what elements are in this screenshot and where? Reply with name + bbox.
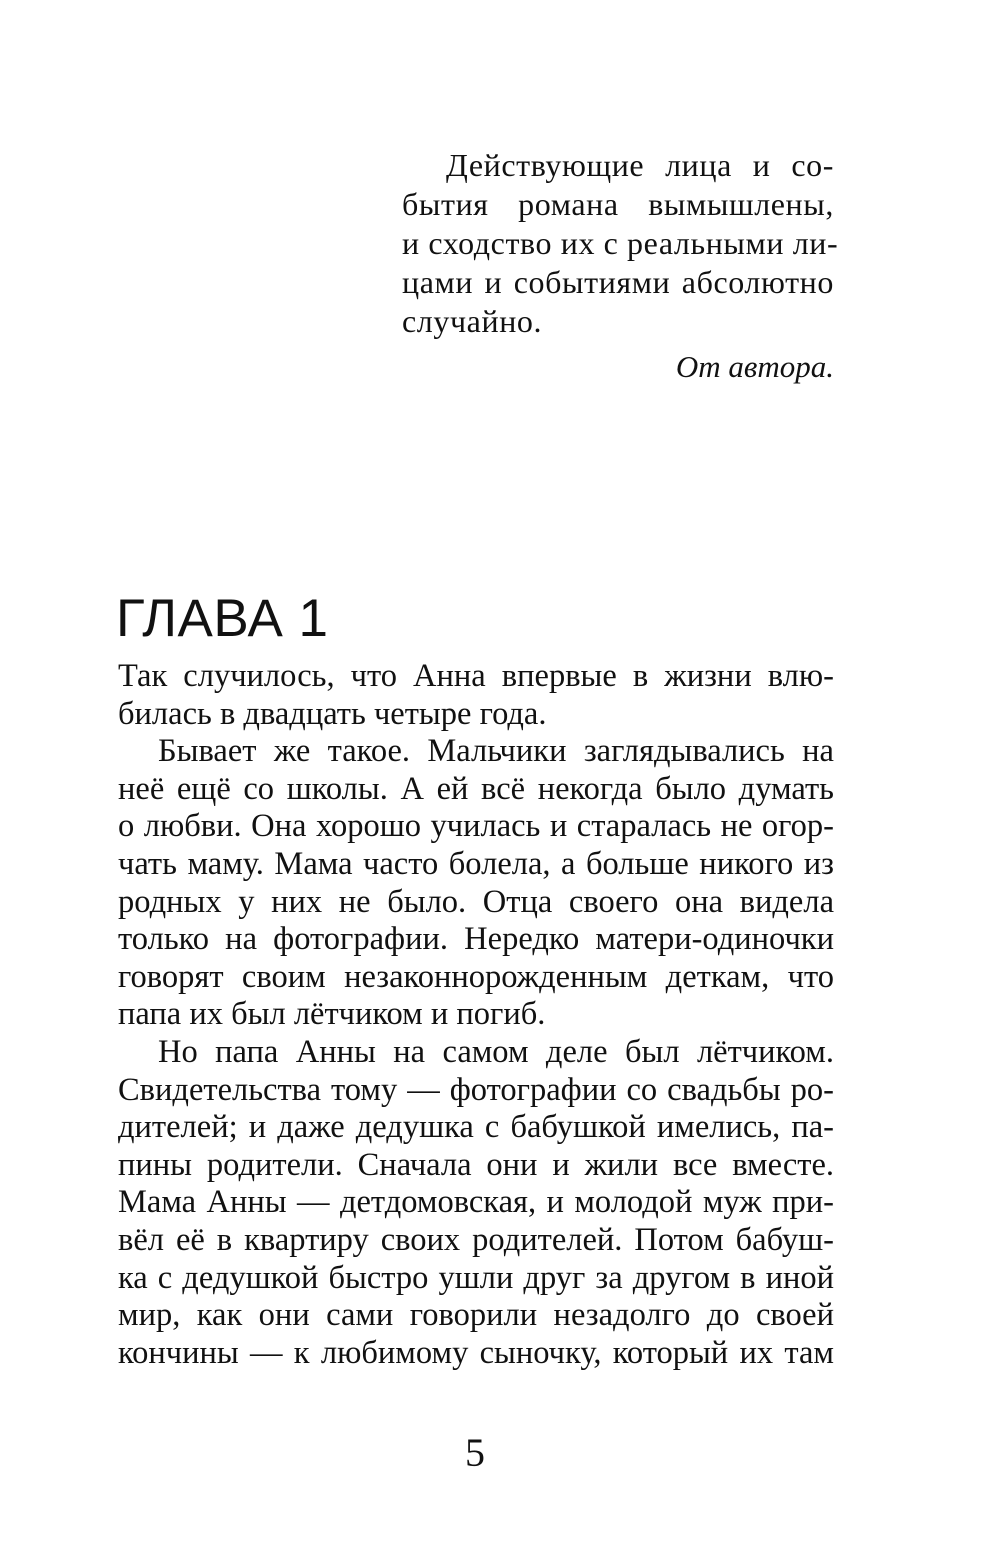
text-line: Бывает же такое. Мальчики заглядывались на xyxy=(158,733,834,770)
text-line: билась в двадцать четыре года. xyxy=(118,695,547,732)
text-line: Так случилось, что Анна впервые в жизни влю- xyxy=(118,658,834,694)
text-line: чать маму. Мама часто болела, а больше никого из xyxy=(118,845,834,882)
page-number: 5 xyxy=(465,1430,485,1475)
text-line: Свидетельства тому — фотографии со свадьбы ро- xyxy=(118,1071,834,1108)
epigraph xyxy=(402,146,839,386)
chapter-heading: ГЛАВА 1 xyxy=(116,589,329,648)
text-line: вёл её в квартиру своих родителей. Потом бабуш- xyxy=(118,1221,834,1258)
text-line: дителей; и даже дедушка с бабушкой имелись, па- xyxy=(118,1109,834,1146)
epigraph-line: Действующие лица и со- xyxy=(446,147,834,183)
epigraph-line: случайно. xyxy=(402,303,543,339)
epigraph-line: цами и событиями абсолютно xyxy=(402,264,834,300)
epigraph-signature: От автора. xyxy=(675,349,834,384)
text-line: о любви. Она хорошо училась и старалась не огор- xyxy=(118,808,834,845)
text-line: говорят своим незаконнорожденным деткам, что xyxy=(118,958,834,995)
text-line: кончины — к любимому сыночку, который их там xyxy=(118,1334,834,1371)
chapter-text xyxy=(118,658,834,1372)
epigraph-line: бытия романа вымышлены, xyxy=(402,186,834,222)
text-line: неё ещё со школы. А ей всё некогда было думать xyxy=(118,770,834,807)
text-line: папа их был лётчиком и погиб. xyxy=(118,996,546,1033)
text-line: только на фотографии. Нередко матери-одиночки xyxy=(118,921,834,958)
text-line: ка с дедушкой быстро ушли друг за другом в иной xyxy=(118,1259,834,1296)
text-line: Мама Анны — детдомовская, и молодой муж при- xyxy=(118,1184,834,1221)
text-line: пины родители. Сначала они и жили все вместе. xyxy=(118,1146,834,1183)
text-line: Но папа Анны на самом деле был лётчиком. xyxy=(158,1033,834,1070)
text-line: родных у них не было. Отца своего она видела xyxy=(118,883,834,920)
text-line: мир, как они сами говорили незадолго до своей xyxy=(118,1297,834,1334)
epigraph-line: и сходство их с реальными ли- xyxy=(402,225,839,261)
